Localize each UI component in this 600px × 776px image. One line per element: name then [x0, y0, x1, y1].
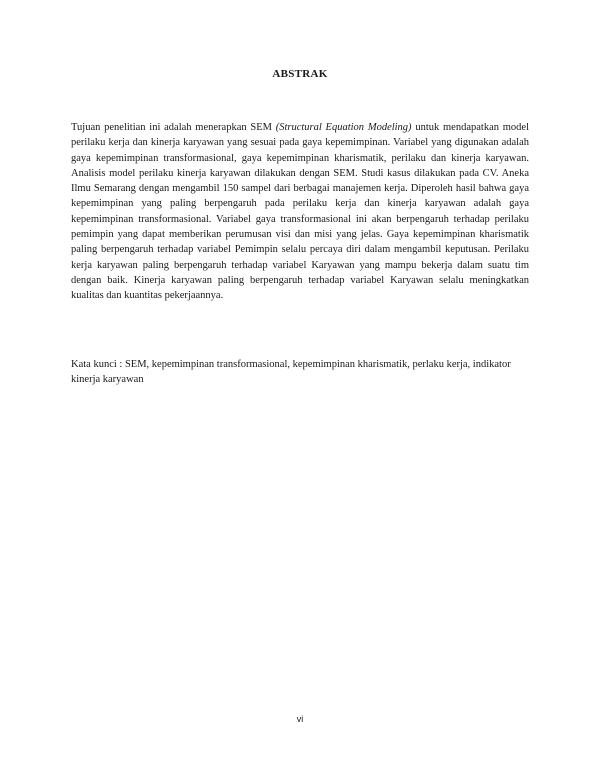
abstract-paragraph [71, 120, 529, 304]
abstract-text-start: Tujuan penelitian ini adalah menerapkan SEM [71, 122, 276, 133]
page-number: vi [296, 714, 304, 724]
page-title: ABSTRAK [272, 68, 328, 80]
abstract-italic-term: (Structural Equation Modeling) [275, 122, 412, 133]
keywords-paragraph: Kata kunci : SEM, kepemimpinan transformasional, kepemimpinan kharismatik, perlaku kerja, indikator kinerja karyawan [71, 359, 511, 386]
abstract-text-rest: untuk mendapatkan model perilaku kerja dan kinerja karyawan yang sesuai pada gaya kepemimpinan. Variabel yang digunakan adalah gaya kepemimpinan transformasional, gaya kepemimpinan kharismatik, perilaku dan kinerja karyawan. Analisis model perilaku kinerja karyawan dilakukan dengan SEM. Studi kasus dilakukan pada CV. Aneka Ilmu Semarang dengan mengambil 150 sampel dari berbagai manajemen kerja. Diperoleh hasil bahwa gaya kepemimpinan yang paling berpengaruh pada perilaku kerja dan kinerja karyawan adalah gaya kepemimpinan transformasional. Variabel gaya transformasional ini akan berpengaruh terhadap perilaku pemimpin yang dapat memberikan perumusan visi dan misi yang jelas. Gaya kepemimpinan kharismatik paling berpengaruh terhadap variabel Pemimpin selalu percaya diri dalam mengambil keputusan. Perilaku kerja karyawan paling berpengaruh terhadap variabel Karyawan yang mampu bekerja dalam suatu tim dengan baik. Kinerja karyawan paling berpengaruh terhadap variabel Karyawan selalu meningkatkan kualitas dan kuantitas pekerjaannya. [71, 122, 529, 302]
